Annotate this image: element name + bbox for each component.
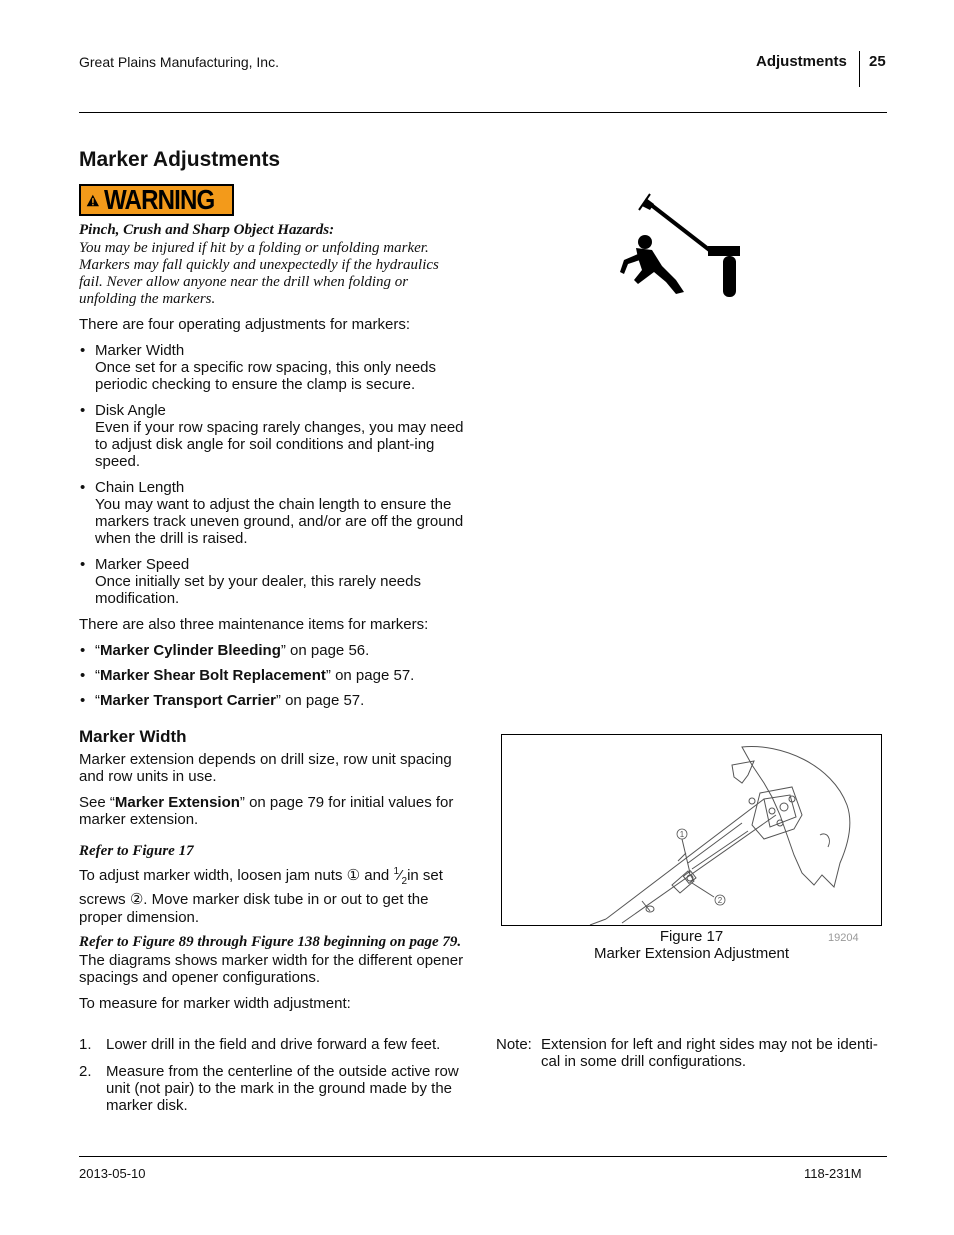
footer-date: 2013-05-10 [79, 1166, 146, 1181]
maintenance-intro: There are also three maintenance items for markers: [79, 616, 429, 633]
maintenance-link-shear-bolt[interactable]: Marker Shear Bolt Replacement [100, 667, 326, 684]
header-company: Great Plains Manufacturing, Inc. [79, 54, 279, 70]
figure-17-frame [501, 734, 882, 926]
list-item [79, 342, 479, 393]
figure-17-reference: Refer to Figure 17 [79, 843, 194, 859]
warning-body: You may be injured if hit by a folding or unfolding marker. Markers may fall quickly and unexpectedly if the hydraulics fail. Never allow anyone near the drill when folding or unfolding the markers. [79, 240, 439, 307]
figure-title: Marker Extension Adjustment [593, 945, 790, 962]
list-item: • “Marker Shear Bolt Replacement” on page 57. [79, 667, 479, 684]
step-item: 2. Measure from the centerline of the outside active row unit (not pair) to the mark in the ground made by the marker disk. [79, 1063, 459, 1114]
list-item [79, 479, 479, 547]
footer-doc-id: 118-231M [804, 1166, 862, 1181]
adjustment-desc: Once initially set by your dealer, this rarely needs modification. [95, 573, 421, 607]
adjustments-list [79, 342, 479, 616]
header-section: Adjustments [756, 53, 847, 70]
list-item [79, 556, 479, 607]
list-item [79, 402, 479, 470]
footer-rule [79, 1156, 887, 1157]
maintenance-link-transport-carrier[interactable]: Marker Transport Carrier [100, 692, 276, 709]
figure-id: 19204 [828, 932, 859, 944]
figure-number: Figure 17 [659, 928, 724, 945]
figure-17-caption [501, 928, 882, 962]
page-number: 25 [869, 53, 886, 70]
maintenance-list [79, 642, 479, 717]
marker-width-p1: Marker extension depends on drill size, row unit spacing and row units in use. [79, 751, 452, 785]
header-divider [859, 51, 860, 87]
step-item: 1. Lower drill in the field and drive forward a few feet. [79, 1036, 441, 1053]
figure-89-reference: Refer to Figure 89 through Figure 138 beginning on page 79. [79, 934, 462, 950]
adjustment-desc: Once set for a specific row spacing, this only needs periodic checking to ensure the clamp is secure. [95, 359, 437, 393]
note-label: Note: [496, 1036, 532, 1053]
note [496, 1036, 888, 1070]
note-text: Extension for left and right sides may not be identi-cal in some drill configurations. [541, 1036, 878, 1070]
adjustment-name: • Marker Width [95, 342, 185, 359]
warning-label [79, 184, 234, 216]
marker-extension-link[interactable]: Marker Extension [114, 794, 240, 811]
marker-width-p2: See “Marker Extension” on page 79 for initial values for marker extension. [79, 794, 454, 828]
warning-heading: Pinch, Crush and Sharp Object Hazards: [79, 222, 335, 238]
header-rule [79, 112, 887, 113]
warning-label-text: WARNING [103, 184, 215, 215]
marker-width-p4: The diagrams shows marker width for the different opener spacings and opener configurations. [79, 952, 464, 986]
list-item: • “Marker Transport Carrier” on page 57. [79, 692, 479, 709]
adjustments-intro: There are four operating adjustments for markers: [79, 316, 410, 333]
marker-width-heading: Marker Width [79, 727, 187, 746]
adjustment-desc: You may want to adjust the chain length to ensure the markers track uneven ground, and/or are off the ground when the drill is raised. [95, 496, 464, 547]
list-item: • “Marker Cylinder Bleeding” on page 56. [79, 642, 479, 659]
maintenance-link-cylinder-bleeding[interactable]: Marker Cylinder Bleeding [100, 642, 281, 659]
marker-extension-illustration [502, 735, 881, 925]
callout-2: 2 [717, 896, 723, 905]
adjustment-name: • Disk Angle [95, 402, 166, 419]
adjustment-name: • Marker Speed [95, 556, 190, 573]
marker-width-p5: To measure for marker width adjustment: [79, 995, 351, 1012]
callout-1: 1 [679, 830, 685, 839]
adjustment-name: • Chain Length [95, 479, 185, 496]
marker-width-p3: To adjust marker width, loosen jam nuts ① and $^1⁄_2in$ set screws ②. Move marker disk tube in or out to get the proper dimension. [79, 866, 443, 926]
adjustment-desc: Even if your row spacing rarely changes, you may need to adjust disk angle for soil conditions and plant-ing speed. [95, 419, 464, 470]
marker-hazard-pictogram [616, 188, 746, 303]
page-title: Marker Adjustments [79, 148, 281, 171]
warning-triangle-icon [86, 191, 100, 210]
